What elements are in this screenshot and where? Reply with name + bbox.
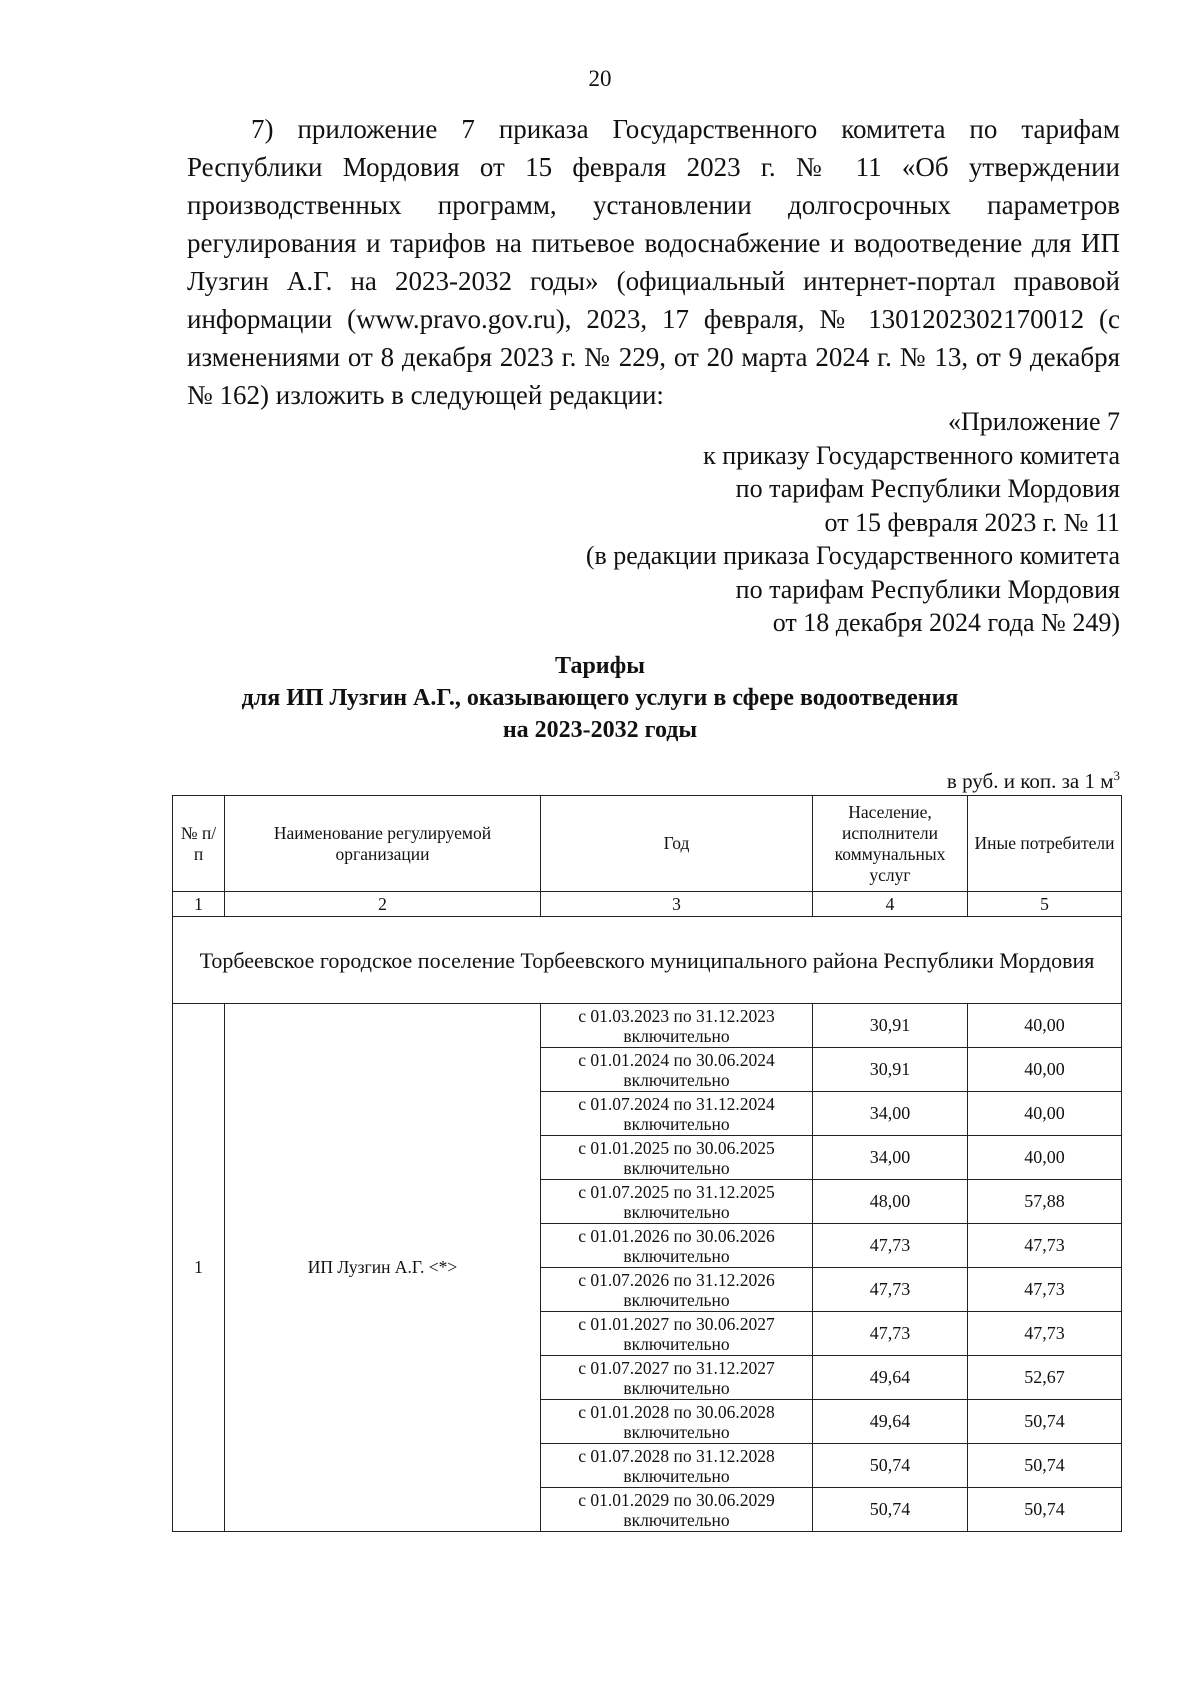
other-tariff-cell: 52,67: [968, 1356, 1122, 1400]
appendix-line: от 15 февраля 2023 г. № 11: [824, 507, 1120, 537]
population-tariff-cell: 34,00: [813, 1092, 968, 1136]
header-population: Население, исполнители коммунальных услуг: [813, 796, 968, 892]
other-tariff-cell: 47,73: [968, 1224, 1122, 1268]
tariffs-table: [172, 795, 1122, 1532]
other-tariff-cell: 40,00: [968, 1092, 1122, 1136]
period-cell: с 01.01.2029 по 30.06.2029 включительно: [541, 1488, 813, 1532]
header-other-consumers: Иные потребители: [968, 796, 1122, 892]
header-num: № п/п: [173, 796, 225, 892]
period-cell: с 01.01.2028 по 30.06.2028 включительно: [541, 1400, 813, 1444]
other-tariff-cell: 40,00: [968, 1004, 1122, 1048]
title-line-1: Тарифы: [555, 653, 645, 679]
appendix-line: «Приложение 7: [947, 407, 1120, 436]
population-tariff-cell: 50,74: [813, 1444, 968, 1488]
table-row: [173, 1004, 1122, 1048]
region-name: Торбеевское городское поселение Торбеевского муниципального района Республики Мордовия: [173, 917, 1122, 1004]
title-line-3: на 2023-2032 годы: [502, 717, 698, 743]
page-number: 20: [588, 66, 612, 91]
other-tariff-cell: 40,00: [968, 1136, 1122, 1180]
unit-note-superscript: 3: [1113, 768, 1120, 783]
appendix-line: к приказу Государственного комитета: [703, 440, 1120, 470]
population-tariff-cell: 30,91: [813, 1004, 968, 1048]
population-tariff-cell: 49,64: [813, 1356, 968, 1400]
appendix-line: (в редакции приказа Государственного комитета: [585, 541, 1120, 570]
period-cell: с 01.01.2027 по 30.06.2027 включительно: [541, 1312, 813, 1356]
other-tariff-cell: 57,88: [968, 1180, 1122, 1224]
column-number: 4: [813, 892, 968, 917]
column-number: 1: [173, 892, 225, 917]
column-numbers-row: [173, 892, 1122, 917]
period-cell: с 01.07.2028 по 31.12.2028 включительно: [541, 1444, 813, 1488]
other-tariff-cell: 47,73: [968, 1268, 1122, 1312]
other-tariff-cell: 50,74: [968, 1400, 1122, 1444]
table-header-row: [173, 796, 1122, 892]
appendix-line: по тарифам Республики Мордовия: [735, 474, 1120, 503]
region-row: [173, 917, 1122, 1004]
column-number: 2: [225, 892, 541, 917]
other-tariff-cell: 47,73: [968, 1312, 1122, 1356]
appendix-header: [586, 405, 1120, 640]
population-tariff-cell: 49,64: [813, 1400, 968, 1444]
column-number: 5: [968, 892, 1122, 917]
period-cell: с 01.07.2024 по 31.12.2024 включительно: [541, 1092, 813, 1136]
period-cell: с 01.01.2025 по 30.06.2025 включительно: [541, 1136, 813, 1180]
column-number: 3: [541, 892, 813, 917]
header-year: Год: [541, 796, 813, 892]
period-cell: с 01.01.2024 по 30.06.2024 включительно: [541, 1048, 813, 1092]
document-title: [0, 650, 1200, 746]
unit-note: [947, 768, 1120, 794]
other-tariff-cell: 40,00: [968, 1048, 1122, 1092]
population-tariff-cell: 47,73: [813, 1224, 968, 1268]
period-cell: с 01.03.2023 по 31.12.2023 включительно: [541, 1004, 813, 1048]
population-tariff-cell: 34,00: [813, 1136, 968, 1180]
population-tariff-cell: 30,91: [813, 1048, 968, 1092]
population-tariff-cell: 48,00: [813, 1180, 968, 1224]
intro-paragraph: 7) приложение 7 приказа Государственного комитета по тарифам Республики Мордовия от 15 февраля 2023 г. № 11 «Об утверждении производственных программ, установлении долгосрочных параметров регулирования и тарифов на питьевое водоснабжение и водоотведение для ИП Лузгин А.Г. на 2023-2032 годы» (официальный интернет-портал правовой информации (www.pravo.gov.ru), 2023, 17 февраля, № 1301202302170012 (с изменениями от 8 декабря 2023 г. № 229, от 20 марта 2024 г. № 13, от 9 декабря № 162) изложить в следующей редакции:: [187, 114, 1120, 410]
organization-name: ИП Лузгин А.Г. <*>: [225, 1004, 541, 1532]
period-cell: с 01.07.2026 по 31.12.2026 включительно: [541, 1268, 813, 1312]
other-tariff-cell: 50,74: [968, 1444, 1122, 1488]
population-tariff-cell: 47,73: [813, 1268, 968, 1312]
appendix-line: от 18 декабря 2024 года № 249): [772, 608, 1120, 637]
population-tariff-cell: 47,73: [813, 1312, 968, 1356]
period-cell: с 01.07.2025 по 31.12.2025 включительно: [541, 1180, 813, 1224]
population-tariff-cell: 50,74: [813, 1488, 968, 1532]
appendix-line: по тарифам Республики Мордовия: [735, 574, 1120, 604]
other-tariff-cell: 50,74: [968, 1488, 1122, 1532]
row-number: 1: [173, 1004, 225, 1532]
header-organization: Наименование регулируемой организации: [225, 796, 541, 892]
period-cell: с 01.07.2027 по 31.12.2027 включительно: [541, 1356, 813, 1400]
unit-note-text: в руб. и коп. за 1 м: [946, 769, 1114, 793]
period-cell: с 01.01.2026 по 30.06.2026 включительно: [541, 1224, 813, 1268]
title-line-2: для ИП Лузгин А.Г., оказывающего услуги в сфере водоотведения: [241, 685, 959, 711]
